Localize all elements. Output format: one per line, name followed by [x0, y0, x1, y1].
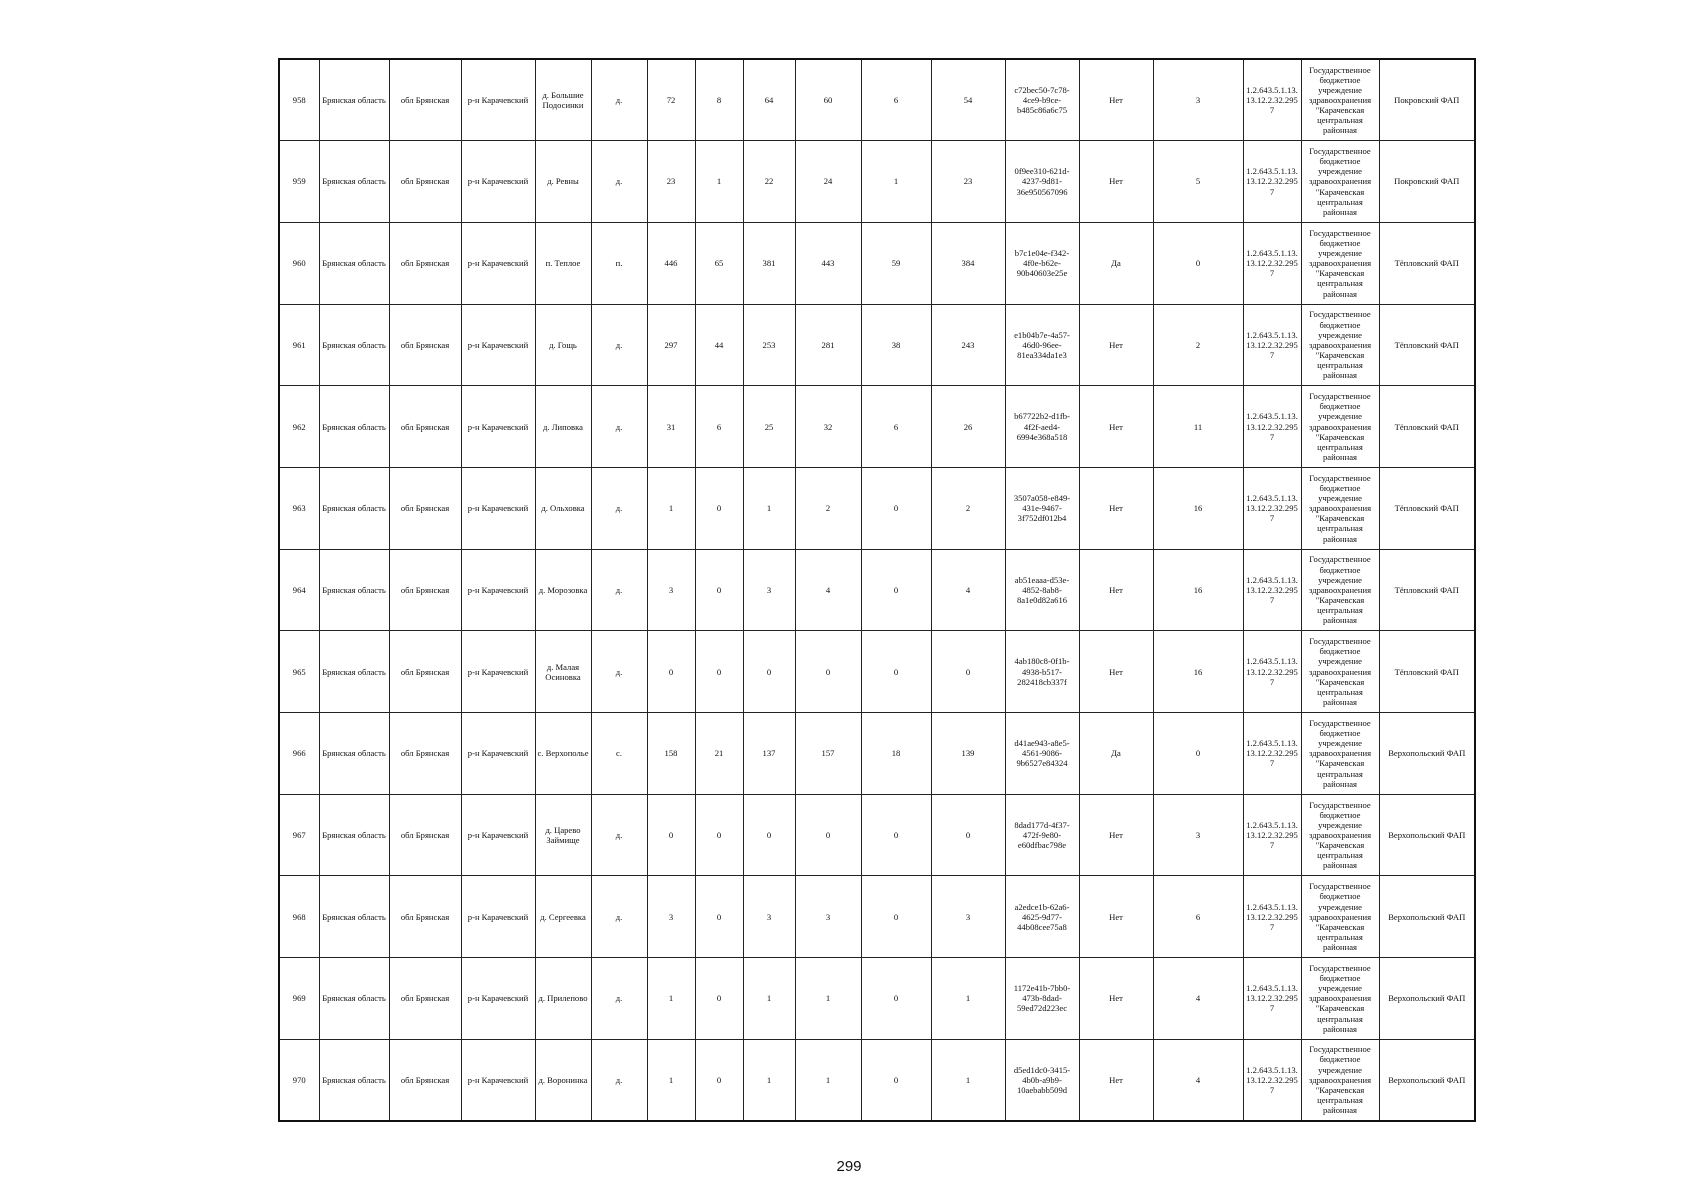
distance-cell: 3 — [1153, 59, 1243, 141]
count-cell-6: 1 — [931, 958, 1005, 1040]
distance-cell: 3 — [1153, 794, 1243, 876]
region-cell: Брянская область — [319, 141, 389, 223]
row-number-cell: 958 — [279, 59, 319, 141]
region-cell: Брянская область — [319, 794, 389, 876]
count-cell-4: 443 — [795, 222, 861, 304]
settlement-type-cell: д. — [591, 304, 647, 386]
table-row — [279, 794, 1475, 876]
medical-unit-cell: Покровский ФАП — [1379, 59, 1475, 141]
district-cell: р-н Карачевский — [461, 141, 535, 223]
organization-cell: Государственное бюджетное учреждение здравоохранения "Карачевская центральная районная — [1301, 386, 1379, 468]
settlement-type-cell: д. — [591, 59, 647, 141]
settlement-cell: д. Воронинка — [535, 1039, 591, 1121]
region-cell: Брянская область — [319, 467, 389, 549]
flag-cell: Нет — [1079, 386, 1153, 468]
settlement-cell: с. Верхополье — [535, 713, 591, 795]
organization-cell: Государственное бюджетное учреждение здравоохранения "Карачевская центральная районная — [1301, 59, 1379, 141]
flag-cell: Нет — [1079, 1039, 1153, 1121]
row-number-cell: 965 — [279, 631, 319, 713]
distance-cell: 16 — [1153, 631, 1243, 713]
count-cell-1: 72 — [647, 59, 695, 141]
count-cell-1: 1 — [647, 958, 695, 1040]
table-row — [279, 386, 1475, 468]
distance-cell: 5 — [1153, 141, 1243, 223]
row-number-cell: 961 — [279, 304, 319, 386]
count-cell-3: 0 — [743, 631, 795, 713]
organization-cell: Государственное бюджетное учреждение здравоохранения "Карачевская центральная районная — [1301, 876, 1379, 958]
district-cell: р-н Карачевский — [461, 713, 535, 795]
count-cell-5: 0 — [861, 876, 931, 958]
count-cell-5: 38 — [861, 304, 931, 386]
count-cell-1: 1 — [647, 1039, 695, 1121]
settlement-cell: д. Прилепово — [535, 958, 591, 1040]
uuid-cell: 1172e41b-7bb0-473b-8dad-59ed72d223ec — [1005, 958, 1079, 1040]
uuid-cell: 4ab180c8-0f1b-4938-b517-282418cb337f — [1005, 631, 1079, 713]
count-cell-2: 0 — [695, 631, 743, 713]
count-cell-5: 59 — [861, 222, 931, 304]
region-cell: Брянская область — [319, 59, 389, 141]
count-cell-3: 137 — [743, 713, 795, 795]
uuid-cell: a2edce1b-62a6-4625-9d77-44b08cee75a8 — [1005, 876, 1079, 958]
region-cell: Брянская область — [319, 222, 389, 304]
oblast-cell: обл Брянская — [389, 958, 461, 1040]
settlement-type-cell: д. — [591, 631, 647, 713]
count-cell-2: 6 — [695, 386, 743, 468]
row-number-cell: 967 — [279, 794, 319, 876]
oid-cell: 1.2.643.5.1.13.13.12.2.32.2957 — [1243, 222, 1301, 304]
count-cell-1: 0 — [647, 631, 695, 713]
count-cell-6: 0 — [931, 631, 1005, 713]
count-cell-5: 0 — [861, 794, 931, 876]
flag-cell: Нет — [1079, 549, 1153, 631]
distance-cell: 16 — [1153, 467, 1243, 549]
settlement-type-cell: д. — [591, 386, 647, 468]
count-cell-1: 31 — [647, 386, 695, 468]
oid-cell: 1.2.643.5.1.13.13.12.2.32.2957 — [1243, 713, 1301, 795]
count-cell-3: 1 — [743, 467, 795, 549]
flag-cell: Нет — [1079, 876, 1153, 958]
count-cell-4: 281 — [795, 304, 861, 386]
row-number-cell: 966 — [279, 713, 319, 795]
row-number-cell: 969 — [279, 958, 319, 1040]
count-cell-5: 6 — [861, 59, 931, 141]
oid-cell: 1.2.643.5.1.13.13.12.2.32.2957 — [1243, 304, 1301, 386]
table-row — [279, 304, 1475, 386]
row-number-cell: 964 — [279, 549, 319, 631]
region-cell: Брянская область — [319, 876, 389, 958]
distance-cell: 2 — [1153, 304, 1243, 386]
settlements-table — [278, 58, 1476, 1122]
count-cell-2: 0 — [695, 1039, 743, 1121]
medical-unit-cell: Верхопольский ФАП — [1379, 876, 1475, 958]
settlement-type-cell: п. — [591, 222, 647, 304]
oblast-cell: обл Брянская — [389, 1039, 461, 1121]
count-cell-3: 22 — [743, 141, 795, 223]
table-row — [279, 222, 1475, 304]
count-cell-6: 384 — [931, 222, 1005, 304]
count-cell-4: 60 — [795, 59, 861, 141]
oblast-cell: обл Брянская — [389, 467, 461, 549]
flag-cell: Нет — [1079, 59, 1153, 141]
distance-cell: 11 — [1153, 386, 1243, 468]
count-cell-3: 3 — [743, 876, 795, 958]
medical-unit-cell: Верхопольский ФАП — [1379, 958, 1475, 1040]
table-row — [279, 1039, 1475, 1121]
count-cell-2: 65 — [695, 222, 743, 304]
count-cell-6: 54 — [931, 59, 1005, 141]
count-cell-5: 0 — [861, 467, 931, 549]
region-cell: Брянская область — [319, 549, 389, 631]
count-cell-2: 1 — [695, 141, 743, 223]
region-cell: Брянская область — [319, 386, 389, 468]
table-body — [279, 59, 1475, 1121]
count-cell-6: 3 — [931, 876, 1005, 958]
count-cell-3: 3 — [743, 549, 795, 631]
count-cell-6: 243 — [931, 304, 1005, 386]
settlement-cell: д. Ольховка — [535, 467, 591, 549]
count-cell-1: 1 — [647, 467, 695, 549]
settlement-type-cell: д. — [591, 958, 647, 1040]
district-cell: р-н Карачевский — [461, 1039, 535, 1121]
oid-cell: 1.2.643.5.1.13.13.12.2.32.2957 — [1243, 876, 1301, 958]
count-cell-2: 0 — [695, 876, 743, 958]
oid-cell: 1.2.643.5.1.13.13.12.2.32.2957 — [1243, 1039, 1301, 1121]
settlement-cell: д. Ревны — [535, 141, 591, 223]
medical-unit-cell: Тёпловский ФАП — [1379, 386, 1475, 468]
row-number-cell: 962 — [279, 386, 319, 468]
organization-cell: Государственное бюджетное учреждение здравоохранения "Карачевская центральная районная — [1301, 631, 1379, 713]
oblast-cell: обл Брянская — [389, 794, 461, 876]
oid-cell: 1.2.643.5.1.13.13.12.2.32.2957 — [1243, 549, 1301, 631]
district-cell: р-н Карачевский — [461, 958, 535, 1040]
organization-cell: Государственное бюджетное учреждение здравоохранения "Карачевская центральная районная — [1301, 1039, 1379, 1121]
page-number: 299 — [836, 1158, 862, 1175]
district-cell: р-н Карачевский — [461, 549, 535, 631]
settlement-type-cell: д. — [591, 876, 647, 958]
settlement-cell: д. Липовка — [535, 386, 591, 468]
organization-cell: Государственное бюджетное учреждение здравоохранения "Карачевская центральная районная — [1301, 713, 1379, 795]
count-cell-4: 1 — [795, 958, 861, 1040]
count-cell-2: 21 — [695, 713, 743, 795]
organization-cell: Государственное бюджетное учреждение здравоохранения "Карачевская центральная районная — [1301, 549, 1379, 631]
oblast-cell: обл Брянская — [389, 876, 461, 958]
uuid-cell: d41ae943-a8e5-4561-9086-9b6527e84324 — [1005, 713, 1079, 795]
settlement-cell: д. Морозовка — [535, 549, 591, 631]
medical-unit-cell: Тёпловский ФАП — [1379, 631, 1475, 713]
district-cell: р-н Карачевский — [461, 386, 535, 468]
count-cell-6: 26 — [931, 386, 1005, 468]
count-cell-3: 0 — [743, 794, 795, 876]
row-number-cell: 959 — [279, 141, 319, 223]
region-cell: Брянская область — [319, 713, 389, 795]
oid-cell: 1.2.643.5.1.13.13.12.2.32.2957 — [1243, 958, 1301, 1040]
count-cell-5: 6 — [861, 386, 931, 468]
medical-unit-cell: Покровский ФАП — [1379, 141, 1475, 223]
organization-cell: Государственное бюджетное учреждение здравоохранения "Карачевская центральная районная — [1301, 958, 1379, 1040]
district-cell: р-н Карачевский — [461, 631, 535, 713]
medical-unit-cell: Верхопольский ФАП — [1379, 1039, 1475, 1121]
oid-cell: 1.2.643.5.1.13.13.12.2.32.2957 — [1243, 141, 1301, 223]
flag-cell: Нет — [1079, 141, 1153, 223]
count-cell-2: 0 — [695, 549, 743, 631]
medical-unit-cell: Тёпловский ФАП — [1379, 222, 1475, 304]
oblast-cell: обл Брянская — [389, 549, 461, 631]
uuid-cell: ab51eaaa-d53e-4852-8ab8-8a1e0d82a616 — [1005, 549, 1079, 631]
organization-cell: Государственное бюджетное учреждение здравоохранения "Карачевская центральная районная — [1301, 304, 1379, 386]
settlement-type-cell: д. — [591, 141, 647, 223]
table-row — [279, 467, 1475, 549]
settlement-cell: д. Малая Осиновка — [535, 631, 591, 713]
count-cell-4: 24 — [795, 141, 861, 223]
uuid-cell: c72bec50-7c78-4ce9-b9ce-b485c86a6c75 — [1005, 59, 1079, 141]
settlement-type-cell: д. — [591, 549, 647, 631]
count-cell-2: 8 — [695, 59, 743, 141]
flag-cell: Да — [1079, 222, 1153, 304]
row-number-cell: 968 — [279, 876, 319, 958]
settlement-cell: д. Гощь — [535, 304, 591, 386]
settlement-cell: п. Теплое — [535, 222, 591, 304]
medical-unit-cell: Верхопольский ФАП — [1379, 794, 1475, 876]
count-cell-3: 253 — [743, 304, 795, 386]
count-cell-6: 0 — [931, 794, 1005, 876]
count-cell-2: 0 — [695, 467, 743, 549]
flag-cell: Нет — [1079, 304, 1153, 386]
count-cell-4: 32 — [795, 386, 861, 468]
count-cell-1: 297 — [647, 304, 695, 386]
region-cell: Брянская область — [319, 631, 389, 713]
uuid-cell: 8dad177d-4f37-472f-9e80-e60dfbac798e — [1005, 794, 1079, 876]
region-cell: Брянская область — [319, 1039, 389, 1121]
oblast-cell: обл Брянская — [389, 222, 461, 304]
count-cell-3: 64 — [743, 59, 795, 141]
distance-cell: 0 — [1153, 713, 1243, 795]
count-cell-4: 2 — [795, 467, 861, 549]
uuid-cell: b7c1e04e-f342-4f0e-b62e-90b40603e25e — [1005, 222, 1079, 304]
medical-unit-cell: Тёпловский ФАП — [1379, 304, 1475, 386]
count-cell-5: 18 — [861, 713, 931, 795]
table-row — [279, 549, 1475, 631]
settlement-type-cell: д. — [591, 794, 647, 876]
count-cell-4: 0 — [795, 794, 861, 876]
region-cell: Брянская область — [319, 958, 389, 1040]
count-cell-1: 23 — [647, 141, 695, 223]
organization-cell: Государственное бюджетное учреждение здравоохранения "Карачевская центральная районная — [1301, 141, 1379, 223]
uuid-cell: 0f9ee310-621d-4237-9d81-36e950567096 — [1005, 141, 1079, 223]
table-row — [279, 631, 1475, 713]
organization-cell: Государственное бюджетное учреждение здравоохранения "Карачевская центральная районная — [1301, 467, 1379, 549]
count-cell-6: 4 — [931, 549, 1005, 631]
district-cell: р-н Карачевский — [461, 304, 535, 386]
count-cell-2: 0 — [695, 794, 743, 876]
settlement-cell: д. Большие Подосинки — [535, 59, 591, 141]
count-cell-4: 1 — [795, 1039, 861, 1121]
distance-cell: 4 — [1153, 958, 1243, 1040]
flag-cell: Нет — [1079, 794, 1153, 876]
oblast-cell: обл Брянская — [389, 631, 461, 713]
row-number-cell: 970 — [279, 1039, 319, 1121]
count-cell-4: 157 — [795, 713, 861, 795]
count-cell-4: 4 — [795, 549, 861, 631]
oid-cell: 1.2.643.5.1.13.13.12.2.32.2957 — [1243, 59, 1301, 141]
count-cell-6: 1 — [931, 1039, 1005, 1121]
table-row — [279, 141, 1475, 223]
count-cell-6: 23 — [931, 141, 1005, 223]
settlement-type-cell: д. — [591, 1039, 647, 1121]
flag-cell: Нет — [1079, 631, 1153, 713]
settlement-type-cell: д. — [591, 467, 647, 549]
count-cell-6: 139 — [931, 713, 1005, 795]
count-cell-1: 3 — [647, 549, 695, 631]
region-cell: Брянская область — [319, 304, 389, 386]
count-cell-1: 3 — [647, 876, 695, 958]
table-row — [279, 713, 1475, 795]
medical-unit-cell: Тёпловский ФАП — [1379, 467, 1475, 549]
oblast-cell: обл Брянская — [389, 713, 461, 795]
uuid-cell: d5ed1dc0-3415-4b0b-a9b9-10aebabb509d — [1005, 1039, 1079, 1121]
count-cell-3: 25 — [743, 386, 795, 468]
count-cell-3: 1 — [743, 958, 795, 1040]
medical-unit-cell: Тёпловский ФАП — [1379, 549, 1475, 631]
count-cell-1: 158 — [647, 713, 695, 795]
flag-cell: Да — [1079, 713, 1153, 795]
count-cell-4: 3 — [795, 876, 861, 958]
district-cell: р-н Карачевский — [461, 467, 535, 549]
table-row — [279, 958, 1475, 1040]
row-number-cell: 963 — [279, 467, 319, 549]
oblast-cell: обл Брянская — [389, 59, 461, 141]
count-cell-6: 2 — [931, 467, 1005, 549]
count-cell-2: 0 — [695, 958, 743, 1040]
count-cell-5: 1 — [861, 141, 931, 223]
district-cell: р-н Карачевский — [461, 222, 535, 304]
oid-cell: 1.2.643.5.1.13.13.12.2.32.2957 — [1243, 631, 1301, 713]
oblast-cell: обл Брянская — [389, 304, 461, 386]
distance-cell: 16 — [1153, 549, 1243, 631]
oblast-cell: обл Брянская — [389, 141, 461, 223]
distance-cell: 6 — [1153, 876, 1243, 958]
distance-cell: 4 — [1153, 1039, 1243, 1121]
oid-cell: 1.2.643.5.1.13.13.12.2.32.2957 — [1243, 386, 1301, 468]
uuid-cell: 3507a058-e849-431e-9467-3f752df012b4 — [1005, 467, 1079, 549]
table-row — [279, 876, 1475, 958]
count-cell-5: 0 — [861, 1039, 931, 1121]
count-cell-3: 1 — [743, 1039, 795, 1121]
distance-cell: 0 — [1153, 222, 1243, 304]
oid-cell: 1.2.643.5.1.13.13.12.2.32.2957 — [1243, 467, 1301, 549]
organization-cell: Государственное бюджетное учреждение здравоохранения "Карачевская центральная районная — [1301, 794, 1379, 876]
district-cell: р-н Карачевский — [461, 794, 535, 876]
count-cell-5: 0 — [861, 958, 931, 1040]
medical-unit-cell: Верхопольский ФАП — [1379, 713, 1475, 795]
district-cell: р-н Карачевский — [461, 876, 535, 958]
count-cell-2: 44 — [695, 304, 743, 386]
flag-cell: Нет — [1079, 958, 1153, 1040]
settlement-type-cell: с. — [591, 713, 647, 795]
settlement-cell: д. Сергеевка — [535, 876, 591, 958]
uuid-cell: e1b04b7e-4a57-46d0-96ee-81ea334da1e3 — [1005, 304, 1079, 386]
count-cell-5: 0 — [861, 549, 931, 631]
district-cell: р-н Карачевский — [461, 59, 535, 141]
row-number-cell: 960 — [279, 222, 319, 304]
oid-cell: 1.2.643.5.1.13.13.12.2.32.2957 — [1243, 794, 1301, 876]
count-cell-1: 0 — [647, 794, 695, 876]
table-row — [279, 59, 1475, 141]
uuid-cell: b67722b2-d1fb-4f2f-aed4-6994e368a518 — [1005, 386, 1079, 468]
count-cell-5: 0 — [861, 631, 931, 713]
settlement-cell: д. Царево Займище — [535, 794, 591, 876]
oblast-cell: обл Брянская — [389, 386, 461, 468]
count-cell-3: 381 — [743, 222, 795, 304]
count-cell-1: 446 — [647, 222, 695, 304]
count-cell-4: 0 — [795, 631, 861, 713]
flag-cell: Нет — [1079, 467, 1153, 549]
organization-cell: Государственное бюджетное учреждение здравоохранения "Карачевская центральная районная — [1301, 222, 1379, 304]
